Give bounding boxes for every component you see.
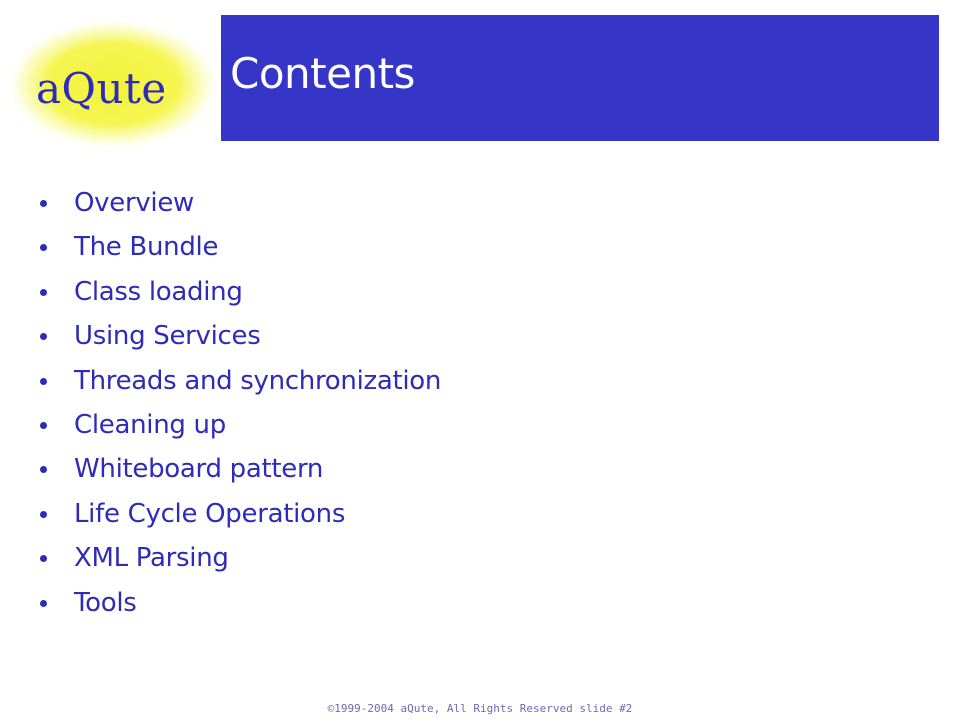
list-item-label: Overview [74,188,195,218]
title-bar [221,15,939,141]
list-item [36,270,441,314]
slide-footer: ©1999-2004 aQute, All Rights Reserved slide #2 [327,702,633,715]
logo-text: aQute [36,64,167,113]
list-item [36,359,441,403]
list-item-label: Threads and synchronization [74,365,442,396]
list-item [36,225,441,269]
list-item-label: Tools [74,587,137,618]
bullet-icon [40,600,47,607]
list-item-label: The Bundle [74,232,219,263]
list-item [36,403,441,447]
bullet-icon [40,200,47,207]
bullet-icon [40,511,47,518]
list-item-label: Class loading [74,276,243,307]
bullet-icon [40,378,47,385]
list-item [36,447,441,491]
bullet-icon [40,289,47,296]
bullet-icon [40,244,47,251]
list-item [36,492,441,536]
bullet-icon [40,333,47,340]
contents-list [36,181,441,625]
list-item [36,181,441,225]
list-item-label: Life Cycle Operations [74,498,346,529]
list-item [36,314,441,358]
list-item-label: Whiteboard pattern [74,454,324,485]
bullet-icon [40,555,47,562]
bullet-icon [40,422,47,429]
aqute-logo [6,18,220,148]
list-item-label: XML Parsing [74,543,229,574]
list-item-label: Using Services [74,321,261,352]
list-item-label: Cleaning up [74,409,226,440]
slide-title: Contents [230,49,415,98]
list-item [36,581,441,625]
bullet-icon [40,466,47,473]
list-item [36,536,441,580]
